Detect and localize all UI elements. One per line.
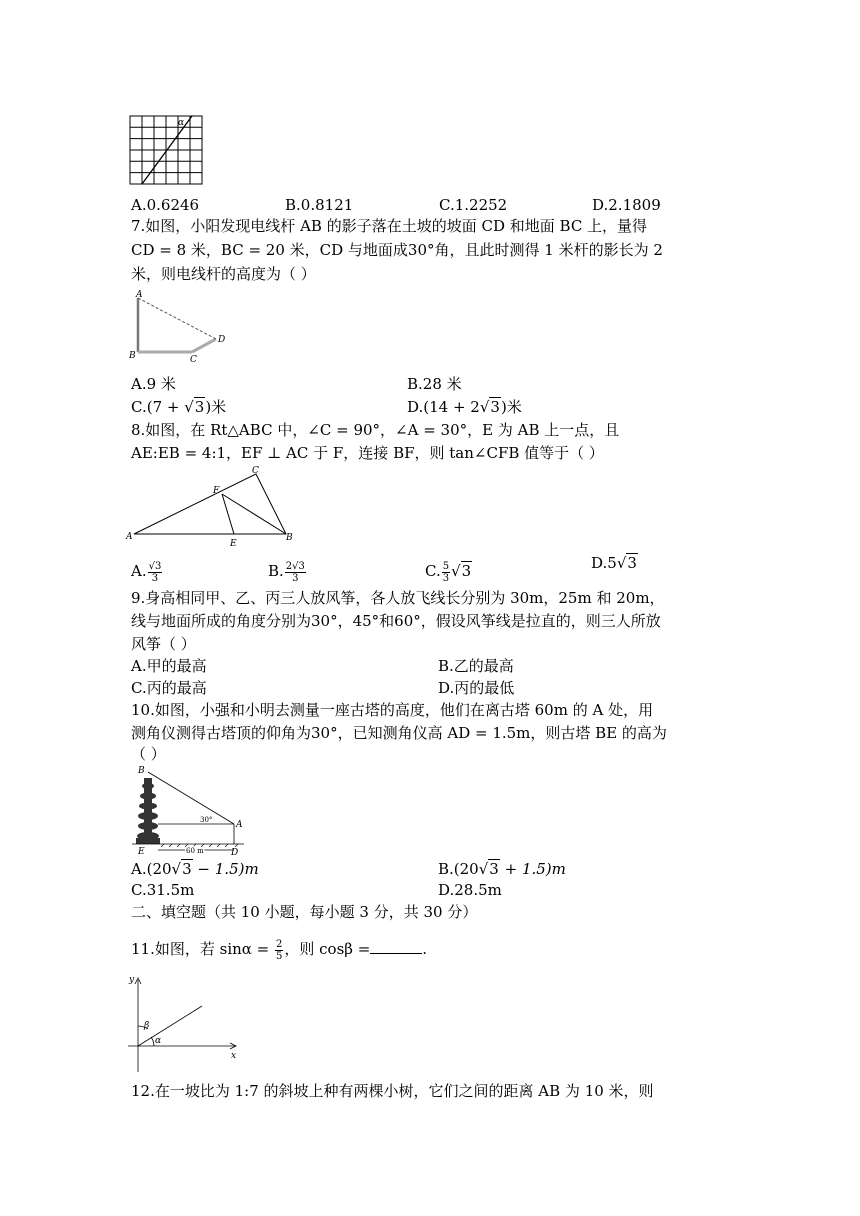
q9-option-b: B.乙的最高 (438, 657, 514, 675)
q7-option-b: B.28 米 (407, 375, 462, 393)
q9-option-c: C.丙的最高 (131, 679, 207, 697)
q7-option-c: C.(7 + √3)米 (131, 398, 227, 416)
q8-option-b: B. $\frac{2√3}{3}$ (268, 560, 305, 584)
q8-text-line2: AE:EB = 4:1，EF ⊥ AC 于 F，连接 BF，则 tan∠CFB 值等于（ ） (131, 444, 604, 462)
q8-label-f: F (213, 486, 220, 496)
q10-option-d: D.28.5m (438, 881, 502, 899)
q7-label-b: B (129, 351, 136, 361)
q11-answer-blank[interactable] (370, 939, 422, 954)
q10-text-line2: 测角仪测得古塔顶的仰角为30°，已知测角仪高 AD = 1.5m，则古塔 BE 的高为 (131, 724, 667, 742)
q11-text: 11.如图，若 sinα = $\frac{2}{5}$ ，则 cosβ = . (131, 938, 428, 962)
q8-label-e: E (230, 539, 237, 549)
q11-label-alpha: α (155, 1036, 162, 1046)
q9-text-line1: 9.身高相同甲、乙、丙三人放风筝，各人放飞线长分别为 30m，25m 和 20m， (131, 589, 665, 607)
q9-text-line3: 风筝（ ） (131, 635, 196, 653)
q7-label-c: C (190, 355, 197, 365)
q7-text-line3: 米，则电线杆的高度为（ ） (131, 265, 316, 283)
section-heading-fill-blank: 二、填空题（共 10 小题，每小题 3 分，共 30 分） (131, 903, 478, 921)
q11-label-x: x (231, 1051, 237, 1061)
q6-option-b: B.0.8121 (285, 196, 354, 214)
q6-alpha-label: α (178, 118, 185, 128)
q8-label-a: A (126, 532, 133, 542)
q9-option-d: D.丙的最低 (438, 679, 515, 697)
q6-option-c: C.1.2252 (439, 196, 508, 214)
q10-option-c: C.31.5m (131, 881, 195, 899)
q10-label-angle: 30° (200, 816, 213, 824)
q6-option-d: D.2.1809 (592, 196, 661, 214)
q10-label-b: B (138, 766, 145, 776)
q10-label-e: E (138, 847, 145, 856)
q11-label-beta: β (144, 1021, 150, 1031)
q11-axes-figure (124, 970, 248, 1074)
q10-text-line3: （ ） (131, 745, 166, 763)
q6-option-a: A.0.6246 (131, 196, 200, 214)
q8-option-a: A. $\frac{√3}{3}$ (131, 560, 162, 584)
q10-label-dist: 60 m (186, 847, 204, 855)
q7-pole-figure (124, 288, 234, 366)
q10-label-d: D (231, 848, 239, 856)
q11-label-y: y (129, 975, 135, 985)
q8-option-d: D.5√3 (591, 554, 637, 572)
q7-option-d: D.(14 + 2√3)米 (407, 398, 522, 416)
q8-option-c: C. $\frac{5}{3}$ √3 (425, 560, 472, 584)
q12-text-line1: 12.在一坡比为 1:7 的斜坡上种有两棵小树，它们之间的距离 AB 为 10 米，则 (131, 1082, 654, 1100)
q10-option-b: B.(20√3 + 1.5)m (438, 860, 566, 878)
q8-text-line1: 8.如图，在 Rt△ABC 中，∠C = 90°，∠A = 30°，E 为 AB 上一点，且 (131, 421, 620, 439)
q8-triangle-figure (124, 464, 296, 550)
q7-label-a: A (136, 290, 143, 300)
q10-option-a: A.(20√3 − 1.5)m (131, 860, 259, 878)
q9-text-line2: 线与地面所成的角度分别为30°，45°和60°，假设风筝线是拉直的，则三人所放 (131, 612, 661, 630)
q6-grid-figure (128, 114, 204, 186)
q7-text-line2: CD = 8 米，BC = 20 米，CD 与地面成30°角，且此时测得 1 米杆的影长为 2 (131, 241, 663, 259)
q9-option-a: A.甲的最高 (131, 657, 207, 675)
q7-text-line1: 7.如图，小阳发现电线杆 AB 的影子落在土坡的坡面 CD 和地面 BC 上，量得 (131, 217, 648, 235)
q8-label-c: C (252, 466, 259, 476)
q10-tower-figure (128, 764, 248, 856)
q10-text-line1: 10.如图，小强和小明去测量一座古塔的高度，他们在离古塔 60m 的 A 处，用 (131, 701, 654, 719)
q8-label-b: B (286, 533, 293, 543)
q7-label-d: D (218, 335, 226, 345)
q7-option-a: A.9 米 (131, 375, 176, 393)
q10-label-a: A (236, 820, 243, 830)
